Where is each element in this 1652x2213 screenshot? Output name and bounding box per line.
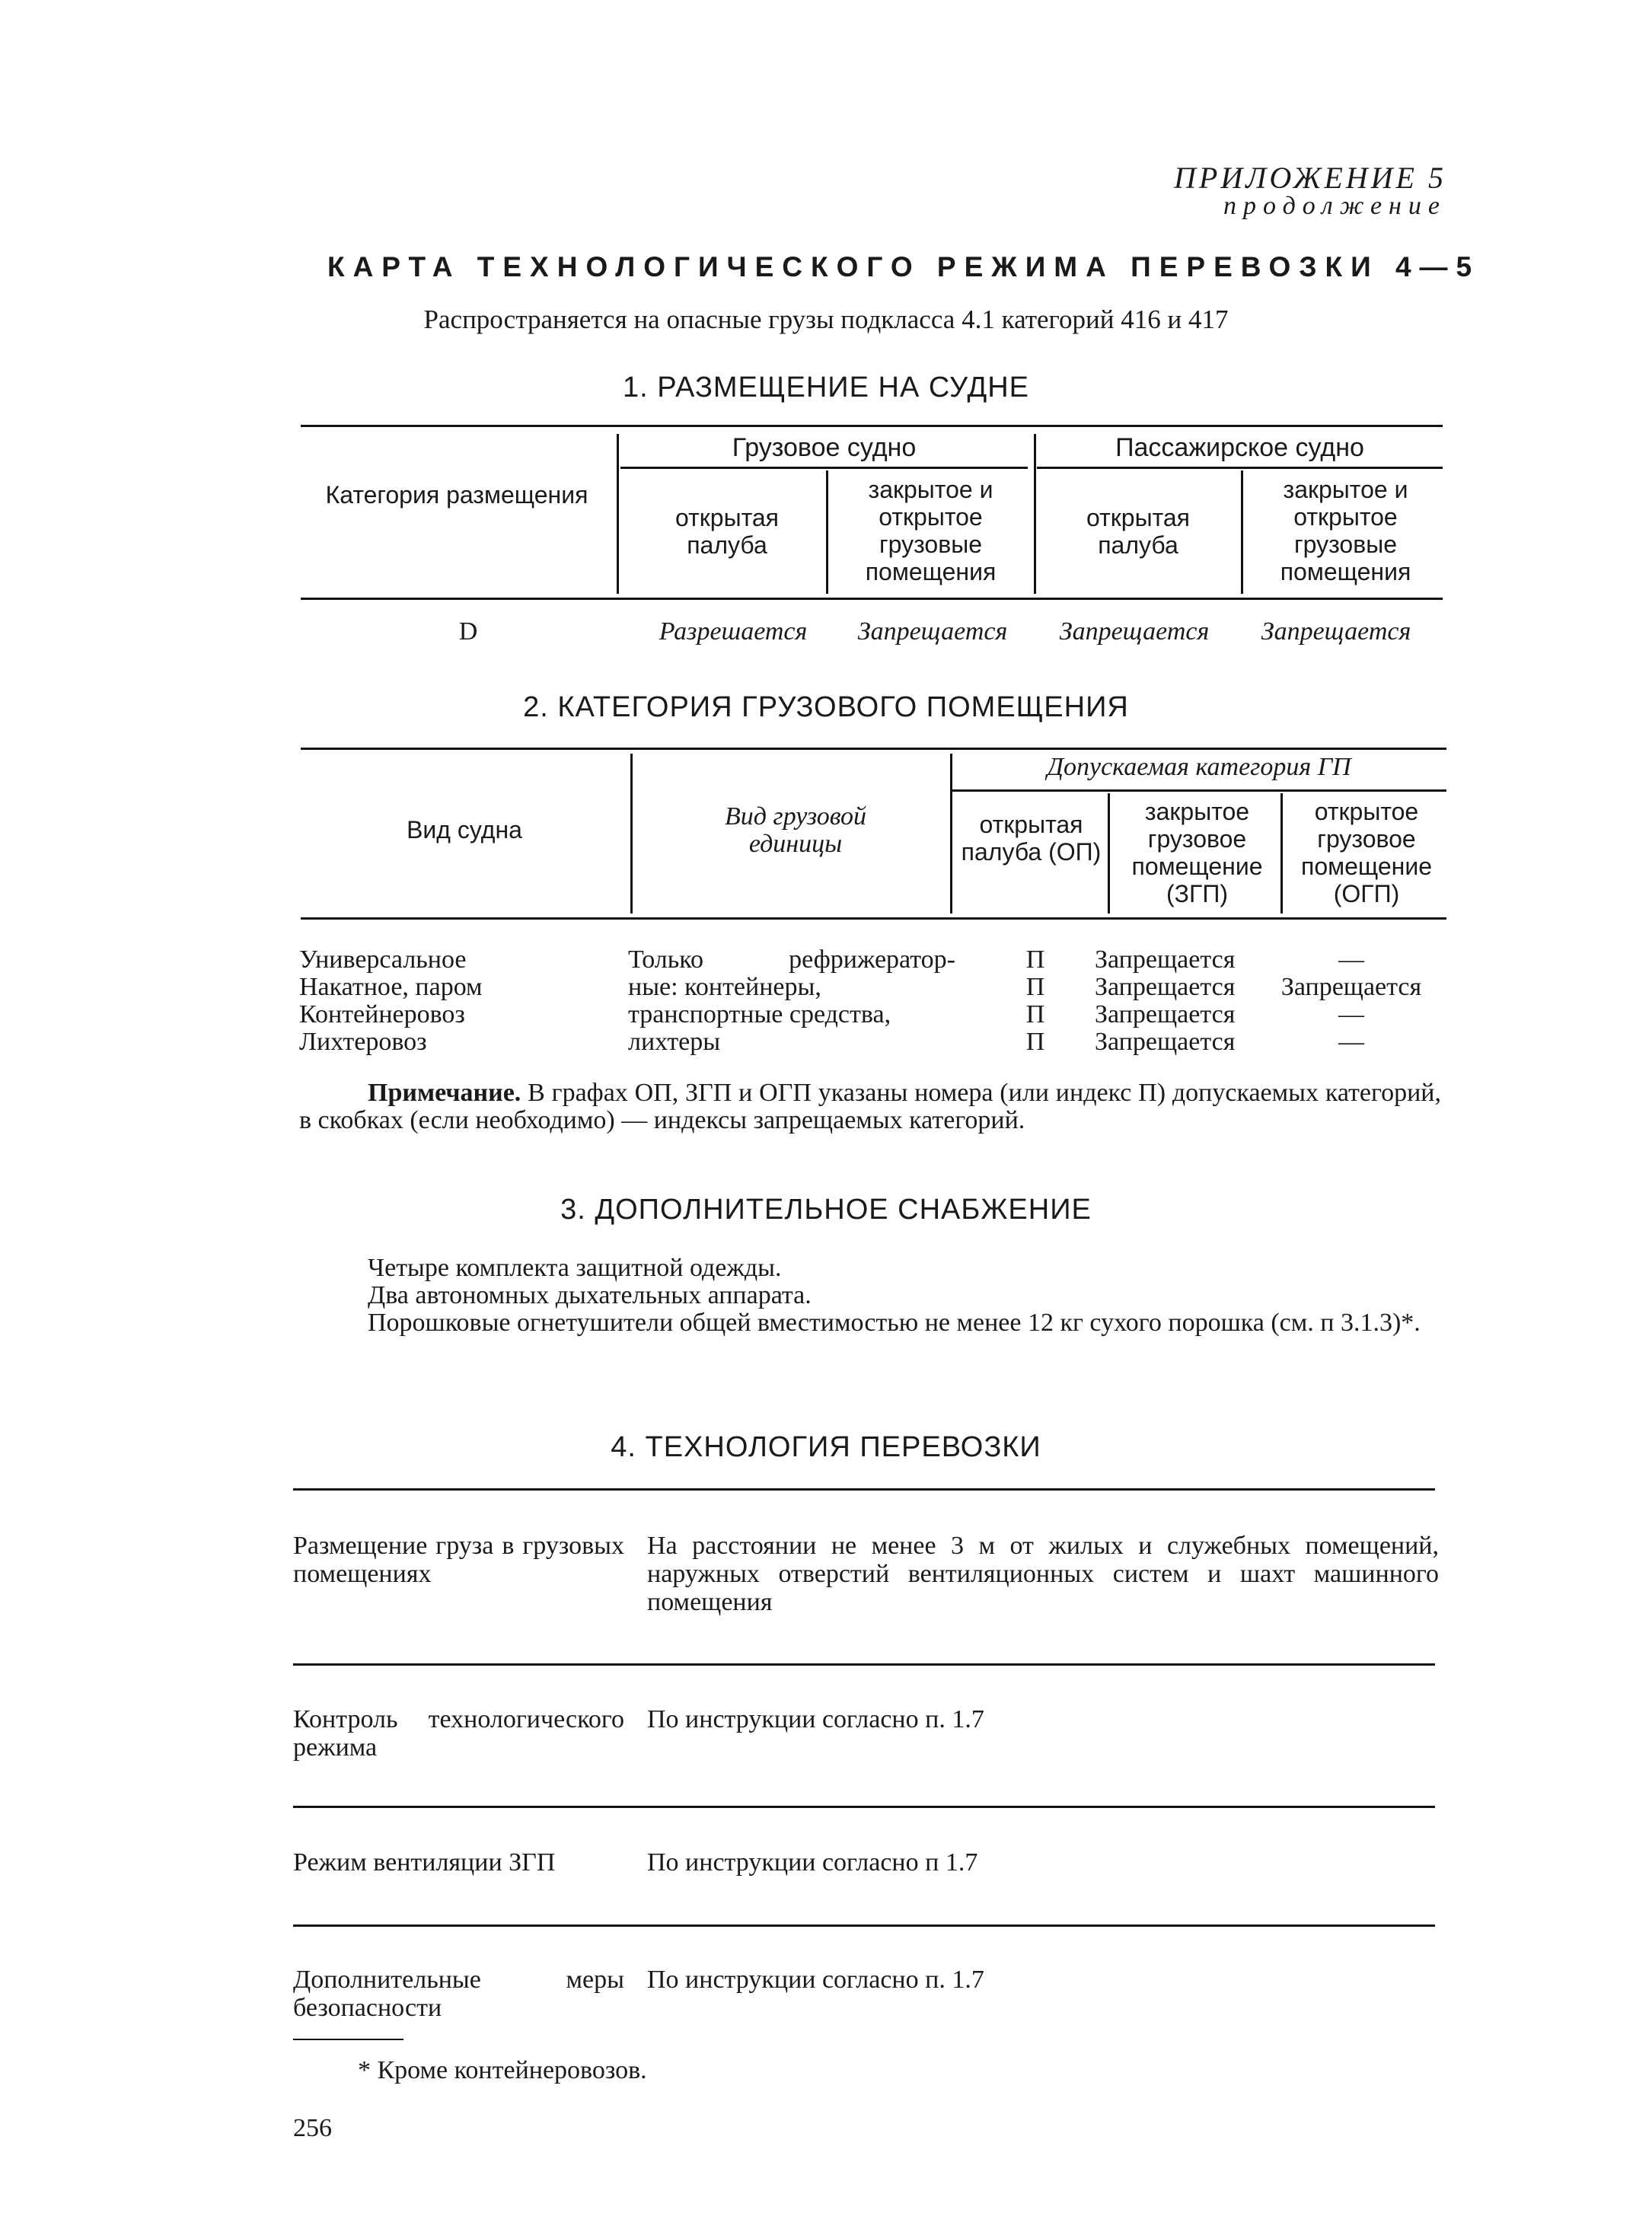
op-value: П (1025, 973, 1045, 1001)
col-unit-type-header: Вид грузовой единицы (724, 802, 867, 858)
cargo-holds-value: Запрещается (857, 617, 1008, 646)
zgp-value: Запрещается (1095, 945, 1236, 974)
page-subtitle: Распространяется на опасные грузы подкласса 4.1 категорий 416 и 417 (423, 305, 1229, 334)
page-number: 256 (293, 2114, 332, 2142)
zgp-values (1095, 946, 1235, 1056)
ogp-value: — (1338, 1028, 1364, 1056)
list-item: Четыре комплекта защитной одежды. (368, 1254, 782, 1282)
row-label: Контроль технологического режима (293, 1705, 624, 1762)
section4-heading: 4. ТЕХНОЛОГИЯ ПЕРЕВОЗКИ (611, 1431, 1041, 1463)
note-text: В графах ОП, ЗГП и ОГП указаны номера (или индекс П) допускаемых категорий, в скобках (если необходимо) — индексы запрещаемых категорий. (299, 1079, 1441, 1134)
unit-line: транспортные средства, (628, 1000, 891, 1028)
row-label: Режим вентиляции ЗГП (293, 1848, 556, 1877)
pass-holds-value: Запрещается (1261, 617, 1411, 646)
op-value: П (1025, 1028, 1045, 1056)
unit-line: Только рефрижератор- (628, 945, 955, 974)
unit-type-cell (628, 946, 955, 1056)
footnote-rule (293, 2039, 403, 2040)
section2-heading: 2. КАТЕГОРИЯ ГРУЗОВОГО ПОМЕЩЕНИЯ (523, 691, 1129, 723)
row-value: На расстоянии не менее 3 м от жилых и служебных помещений, наружных отверстий вентиляционных систем и шахт машинного помещения (647, 1532, 1439, 1616)
ogp-values (1264, 946, 1439, 1056)
appendix-label: ПРИЛОЖЕНИЕ 5 (1174, 161, 1446, 195)
row-value: По инструкции согласно п 1.7 (647, 1848, 978, 1877)
ogp-value: Запрещается (1280, 973, 1422, 1001)
col-category-header: Категория размещения (325, 481, 588, 509)
pass-open-deck-header: открытая палуба (1086, 504, 1190, 559)
ogp-value: — (1338, 945, 1364, 974)
table-note (299, 1079, 1441, 1134)
row-value: По инструкции согласно п. 1.7 (647, 1966, 984, 1994)
pass-open-value: Запрещается (1059, 617, 1210, 646)
list-item: Контейнеровоз (299, 1000, 465, 1028)
group-cargo-ship: Грузовое судно (732, 433, 917, 462)
op-value: П (1025, 1000, 1045, 1028)
row-category-d: D (458, 617, 478, 646)
pass-holds-header: закрытое и открытое грузовые помещения (1280, 476, 1411, 585)
list-item: Накатное, паром (299, 973, 483, 1001)
continued-label: продолжение (1223, 192, 1446, 220)
zgp-value: Запрещается (1095, 1000, 1236, 1028)
ogp-header: открытое грузовое помещение (ОГП) (1300, 798, 1433, 907)
group-passenger-ship: Пассажирское судно (1115, 433, 1364, 462)
note-label: Примечание. (368, 1079, 521, 1107)
group-allowed-category: Допускаемая категория ГП (1047, 753, 1351, 781)
cargo-holds-header: закрытое и открытое грузовые помещения (865, 476, 997, 585)
cargo-open-deck-header: открытая палуба (675, 504, 779, 559)
list-item: Универсальное (299, 945, 467, 974)
zgp-header: закрытое грузовое помещение (ЗГП) (1131, 798, 1263, 907)
zgp-value: Запрещается (1095, 973, 1236, 1001)
list-item: Два автономных дыхательных аппарата. (368, 1281, 812, 1309)
col-ship-type-header: Вид судна (407, 816, 522, 843)
op-values (1013, 946, 1058, 1056)
op-value: П (1025, 945, 1045, 974)
supplies-list (299, 1255, 1441, 1337)
ship-type-list (299, 946, 483, 1056)
list-item: Лихтеровоз (299, 1028, 427, 1056)
zgp-value: Запрещается (1095, 1028, 1236, 1056)
unit-line: ные: контейнеры, (628, 973, 821, 1001)
op-header: открытая палуба (ОП) (961, 811, 1102, 866)
row-label: Размещение груза в грузовых помещениях (293, 1532, 624, 1588)
ogp-value: — (1338, 1000, 1364, 1028)
list-item: Порошковые огнетушители общей вместимостью не менее 12 кг сухого порошка (см. п 3.1.3)*. (368, 1309, 1421, 1337)
row-label: Дополнительные меры безопасности (293, 1966, 624, 2022)
row-value: По инструкции согласно п. 1.7 (647, 1705, 984, 1733)
page-title: КАРТА ТЕХНОЛОГИЧЕСКОГО РЕЖИМА ПЕРЕВОЗКИ 4—5 (327, 251, 1481, 282)
footnote: * Кроме контейнеровозов. (358, 2056, 647, 2084)
cargo-open-value: Разрешается (659, 617, 808, 646)
section1-heading: 1. РАЗМЕЩЕНИЕ НА СУДНЕ (622, 371, 1030, 403)
unit-line: лихтеры (628, 1028, 721, 1056)
section3-heading: 3. ДОПОЛНИТЕЛЬНОЕ СНАБЖЕНИЕ (560, 1194, 1092, 1226)
